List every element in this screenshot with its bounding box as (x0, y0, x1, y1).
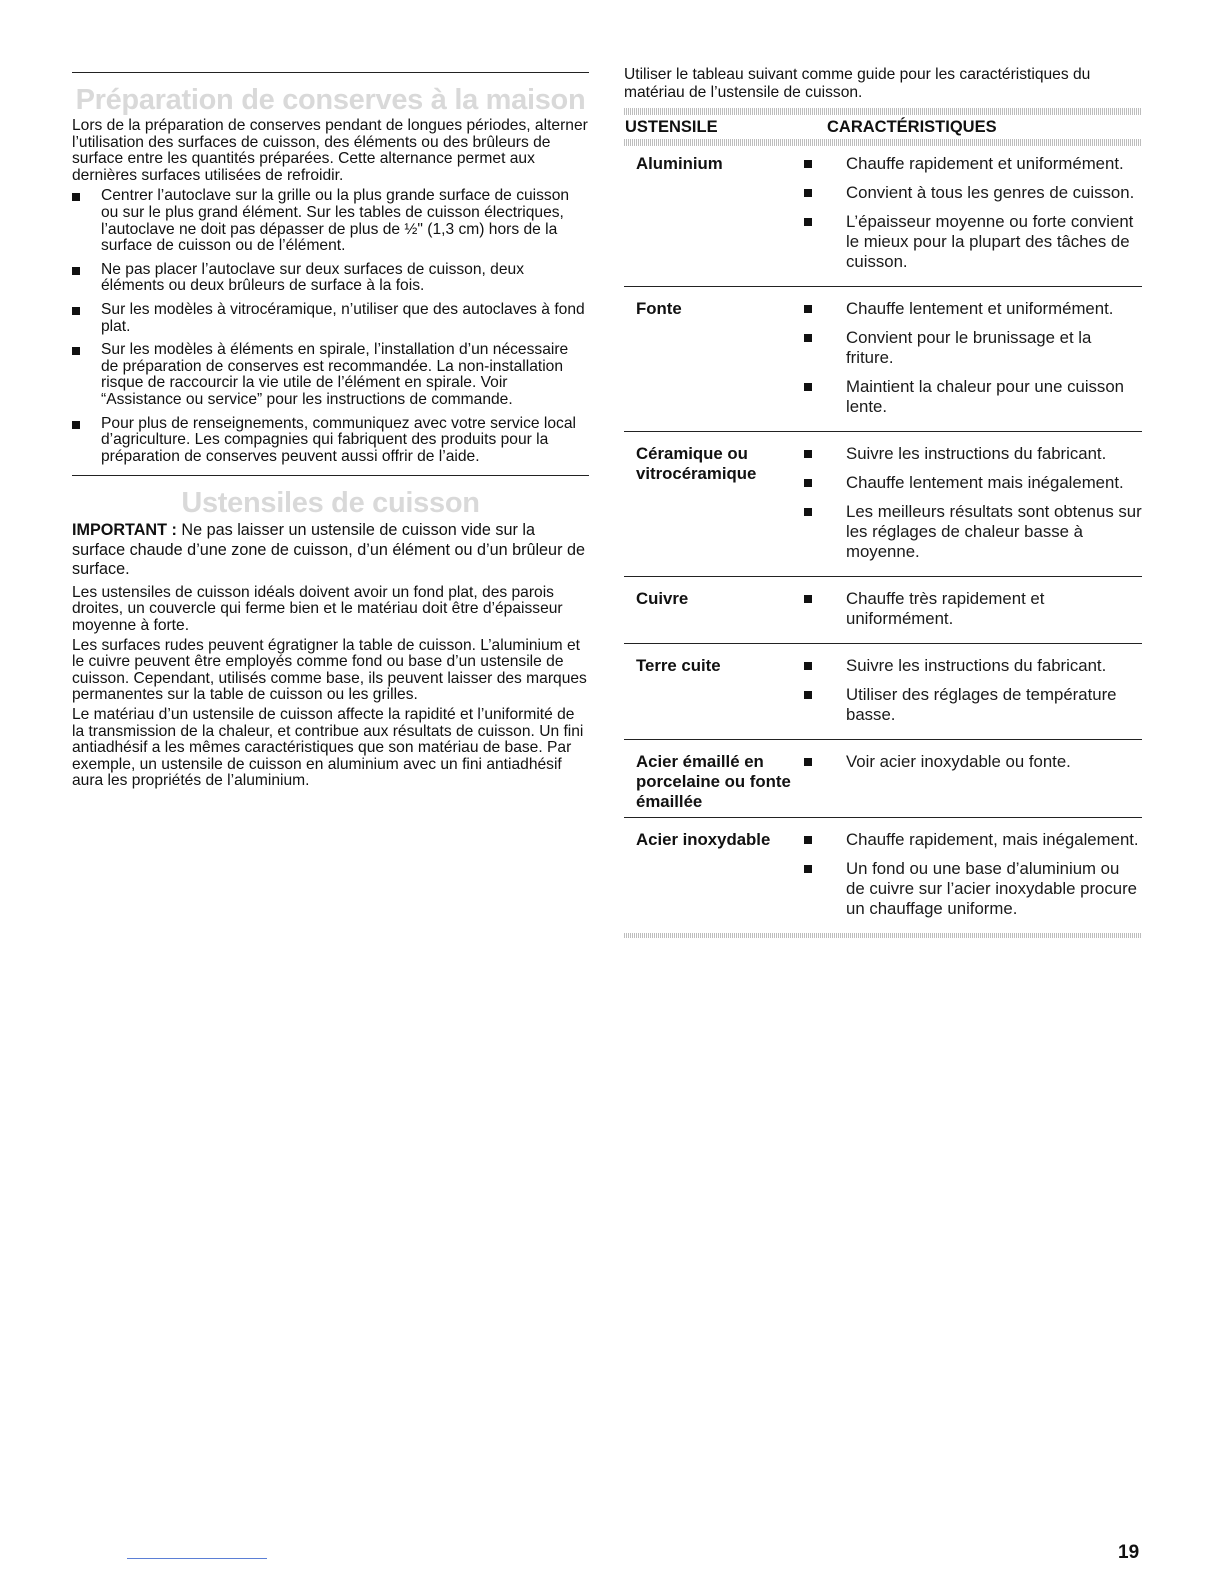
list-item: Chauffe rapidement et uniformément. (804, 154, 1142, 174)
list-item: L’épaisseur moyenne ou forte convient le mieux pour la plupart des tâches de cuisson. (804, 212, 1142, 272)
important-text: Ne pas laisser un ustensile de cuisson vide sur la surface chaude d’une zone de cuisson, d’un élément ou d’un brûleur de surface. (72, 521, 585, 579)
list-item: Centrer l’autoclave sur la grille ou la plus grande surface de cuisson ou sur le plus grand élément. Sur les tables de cuisson électriques, l’autoclave ne doit pas dépasser de plus de ½" (1,3 cm) hors de la surface de cuisson ou de l’élément. (72, 188, 589, 254)
list-item: Sur les modèles à vitrocéramique, n’utiliser que des autoclaves à fond plat. (72, 302, 589, 335)
list-item: Chauffe très rapidement et uniformément. (804, 589, 1142, 629)
canning-intro: Lors de la préparation de conserves pendant de longues périodes, alterner l’utilisation des surfaces de cuisson, des éléments ou des brûleurs de surface entre les quantités préparées. Cette alternance permet aux dernières surfaces utilisées de refroidir. (72, 117, 588, 184)
material-name: Terre cuite (636, 656, 721, 675)
list-item: Convient à tous les genres de cuisson. (804, 183, 1142, 203)
cookware-paragraph: Le matériau d’un ustensile de cuisson affecte la rapidité et l’uniformité de la transmission de la chaleur, et contribue aux résultats de cuisson. Un fini antiadhésif a les mêmes caractéristiques que son matériau de base. Par exemple, un ustensile de cuisson en aluminium avec un fini antiadhésif aura les propriétés de l’aluminium. (72, 705, 584, 790)
list-item: Chauffe rapidement, mais inégalement. (804, 830, 1142, 850)
material-name: Acier inoxydable (636, 830, 771, 849)
cookware-paragraph: Les ustensiles de cuisson idéals doivent avoir un fond plat, des parois droites, un couvercle qui ferme bien et le matériau doit être d’épaisseur moyenne à forte. (72, 583, 563, 634)
bullet-square-icon (804, 691, 812, 699)
page-number: 19 (1118, 1542, 1140, 1563)
bullet-square-icon (804, 450, 812, 458)
bullet-square-icon (804, 383, 812, 391)
table-row (624, 146, 1142, 287)
bullet-square-icon (804, 189, 812, 197)
bullet-square-icon (804, 479, 812, 487)
list-item: Utiliser des réglages de température basse. (804, 685, 1142, 725)
characteristics-list (804, 444, 1142, 571)
bullet-square-icon (804, 160, 812, 168)
important-note (72, 521, 589, 580)
table-row (624, 644, 1142, 740)
material-name: Céramique ou vitrocéramique (636, 444, 757, 483)
characteristics-list (804, 752, 1142, 812)
important-label: IMPORTANT : (72, 521, 177, 540)
cookware-paragraph: Les surfaces rudes peuvent égratigner la table de cuisson. L’aluminium et le cuivre peuvent être employés comme fond ou base d’un ustensile de cuisson. Cependant, utilisés comme base, ils peuvent laisser des marques permanentes sur la table de cuisson ou les grilles. (72, 636, 587, 704)
list-item: Maintient la chaleur pour une cuisson lente. (804, 377, 1142, 417)
bullet-square-icon (804, 218, 812, 226)
table-row (624, 577, 1142, 644)
footer-rule (127, 1558, 267, 1559)
bullet-square-icon (804, 758, 812, 766)
material-name: Aluminium (636, 154, 723, 173)
characteristics-list (804, 656, 1142, 734)
bullet-square-icon (804, 508, 812, 516)
hatch-divider (624, 139, 1142, 146)
list-item: Suivre les instructions du fabricant. (804, 444, 1142, 464)
table-row (624, 818, 1142, 933)
section-rule (72, 72, 589, 73)
bullet-square-icon (804, 836, 812, 844)
material-name: Fonte (636, 299, 682, 318)
material-table (624, 146, 1142, 933)
left-column (72, 72, 589, 793)
right-column (624, 66, 1142, 938)
hatch-divider (624, 933, 1142, 938)
material-name: Acier émaillé en porcelaine ou fonte émaillée (636, 752, 791, 811)
list-item: Suivre les instructions du fabricant. (804, 656, 1142, 676)
bullet-square-icon (804, 305, 812, 313)
characteristics-list (804, 299, 1142, 426)
table-row (624, 287, 1142, 432)
list-item: Pour plus de renseignements, communiquez avec votre service local d’agriculture. Les compagnies qui fabriquent des produits pour la préparation de conserves peuvent aussi offrir de l’aide. (72, 416, 589, 466)
bullet-square-icon (72, 347, 80, 355)
canning-title: Préparation de conserves à la maison (75, 84, 586, 116)
list-item: Sur les modèles à éléments en spirale, l’installation d’un nécessaire de préparation de conserves est recommandée. La non-installation risque de raccourcir la vie utile de l’élément en spirale. Voir “Assistance ou service” pour les instructions de commande. (72, 342, 589, 408)
table-intro: Utiliser le tableau suivant comme guide pour les caractéristiques du matériau de l’ustensile de cuisson. (624, 66, 1091, 101)
bullet-square-icon (72, 307, 80, 315)
bullet-square-icon (804, 334, 812, 342)
table-row (624, 740, 1142, 818)
characteristics-list (804, 154, 1142, 281)
cookware-title: Ustensiles de cuisson (181, 487, 480, 520)
characteristics-list (804, 589, 1142, 638)
list-item: Ne pas placer l’autoclave sur deux surfaces de cuisson, deux éléments ou deux brûleurs de surface à la fois. (72, 262, 589, 295)
bullet-square-icon (72, 421, 80, 429)
canning-bullets (72, 188, 589, 465)
material-name: Cuivre (636, 589, 689, 608)
bullet-square-icon (804, 595, 812, 603)
hatch-divider (624, 108, 1142, 115)
list-item: Chauffe lentement et uniformément. (804, 299, 1142, 319)
header-ustensile: USTENSILE (625, 117, 718, 136)
table-row (624, 432, 1142, 577)
bullet-square-icon (804, 865, 812, 873)
list-item: Convient pour le brunissage et la friture. (804, 328, 1142, 368)
list-item: Chauffe lentement mais inégalement. (804, 473, 1142, 493)
list-item: Voir acier inoxydable ou fonte. (804, 752, 1142, 772)
table-header (624, 115, 1142, 139)
header-caracteristiques: CARACTÉRISTIQUES (827, 117, 997, 136)
characteristics-list (804, 830, 1142, 928)
bullet-square-icon (72, 193, 80, 201)
list-item: Un fond ou une base d’aluminium ou de cuivre sur l’acier inoxydable procure un chauffage uniforme. (804, 859, 1142, 919)
bullet-square-icon (72, 267, 80, 275)
bullet-square-icon (804, 662, 812, 670)
section-rule (72, 475, 589, 476)
list-item: Les meilleurs résultats sont obtenus sur les réglages de chaleur basse à moyenne. (804, 502, 1142, 562)
